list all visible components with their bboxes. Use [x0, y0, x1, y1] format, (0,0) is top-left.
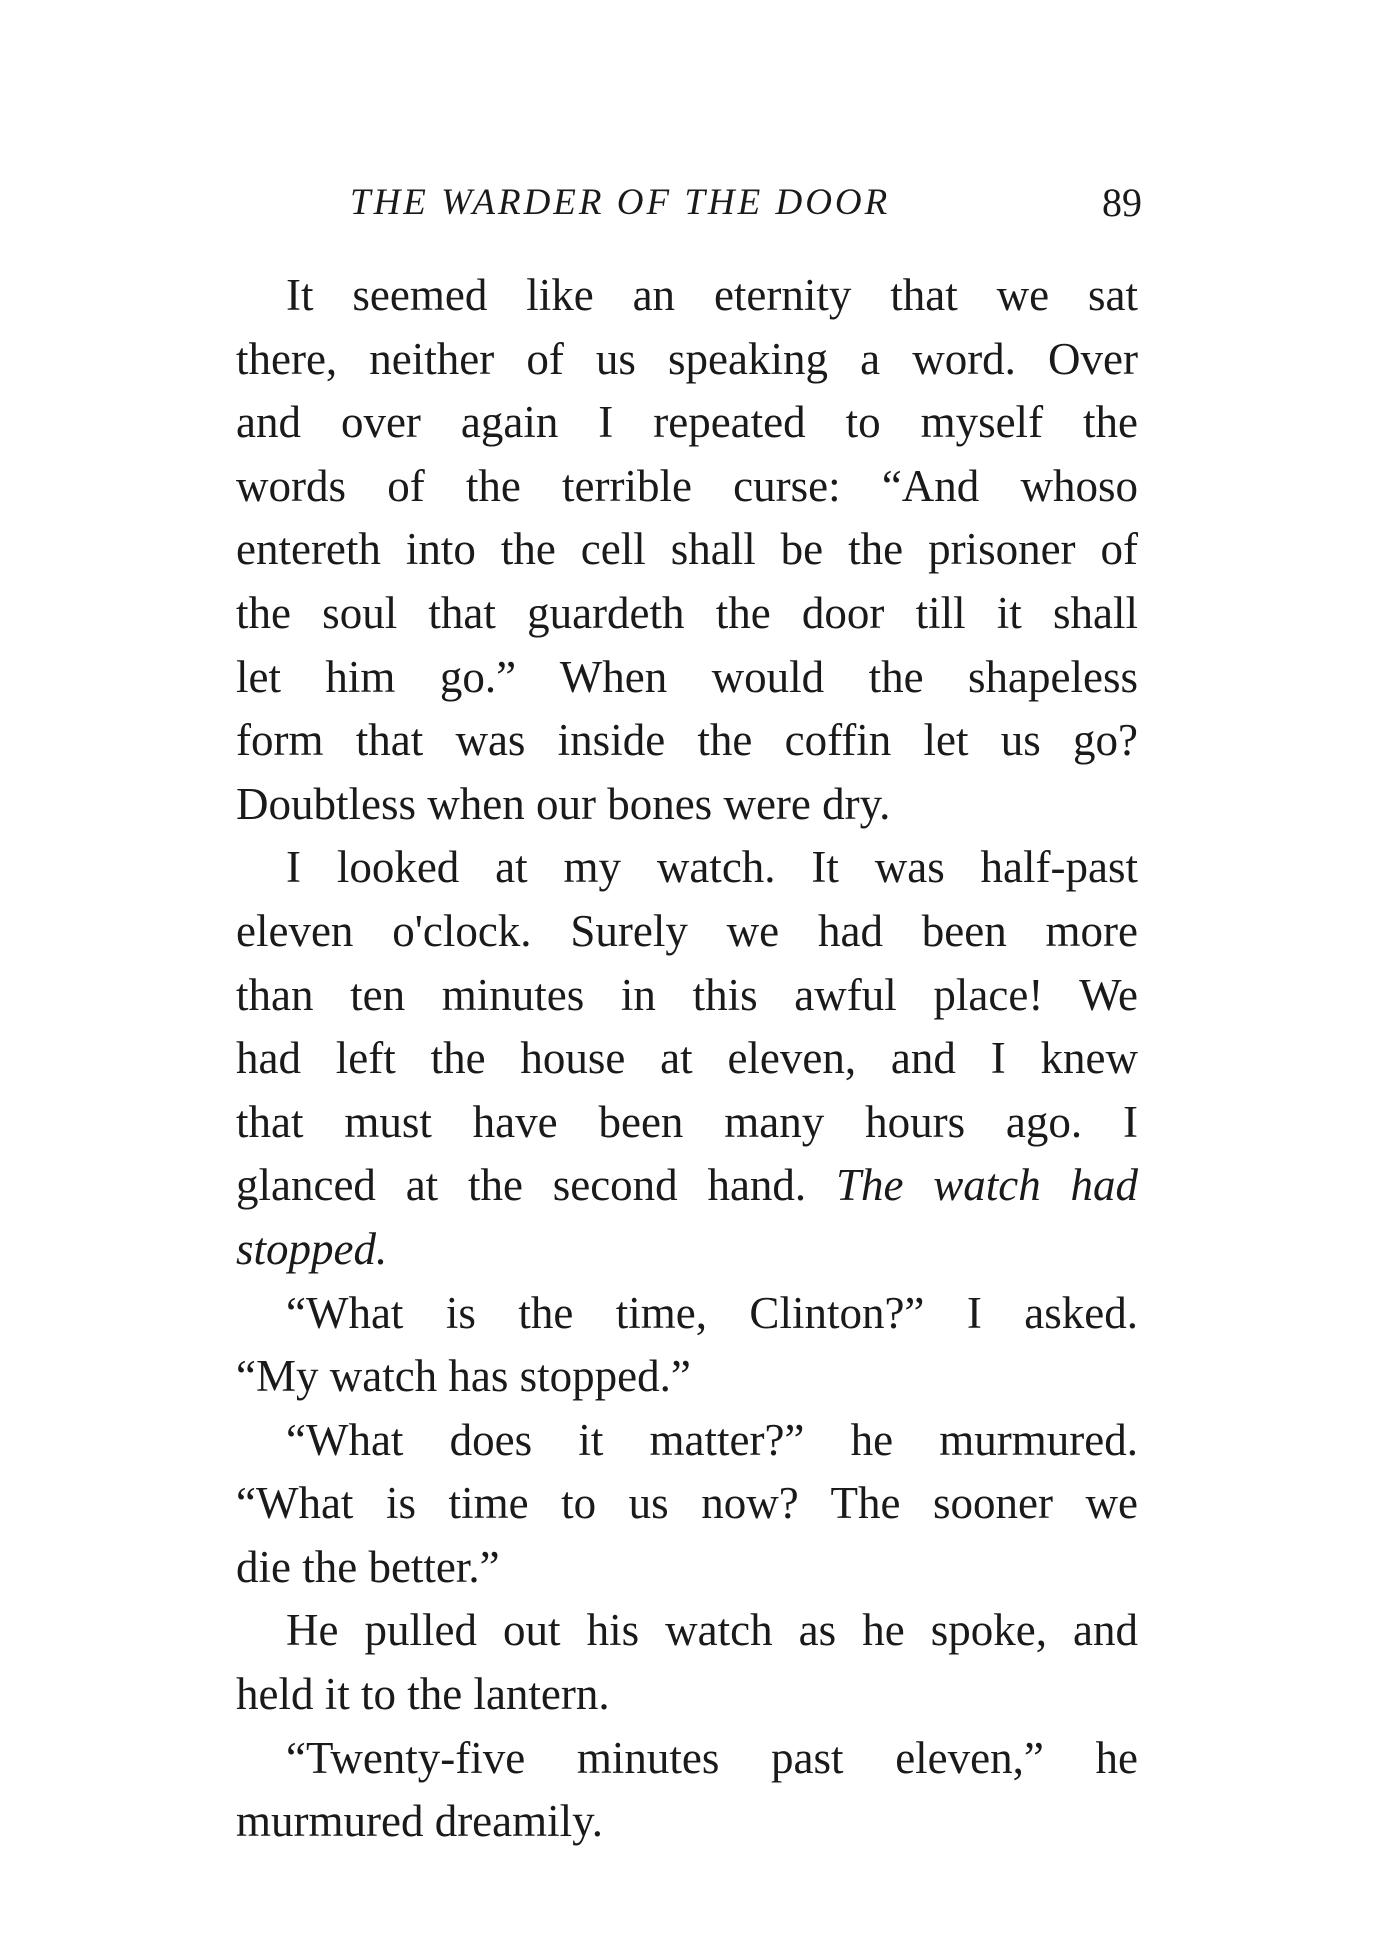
text-line: and over again I repeated to myself the: [236, 397, 1138, 448]
text-line: “My watch has stopped.”: [236, 1351, 691, 1402]
text-line: Doubtless when our bones were dry.: [236, 778, 891, 829]
text-line: than ten minutes in this awful place! We: [236, 969, 1138, 1020]
text-line: words of the terrible curse: “And whoso: [236, 460, 1138, 511]
text-line: entereth into the cell shall be the prisoner of: [236, 524, 1138, 575]
text-line: that must have been many hours ago. I: [236, 1096, 1138, 1147]
text-line: It seemed like an eternity that we sat: [286, 270, 1138, 320]
text-line: form that was inside the coffin let us go?: [236, 715, 1138, 766]
paragraph: [186, 836, 1138, 1281]
text-line: He pulled out his watch as he spoke, and: [286, 1605, 1138, 1656]
text-line: had left the house at eleven, and I knew: [236, 1033, 1138, 1084]
text-line-plain: glanced at the second hand.: [236, 1160, 807, 1211]
text-line: I looked at my watch. It was half-past: [286, 842, 1138, 893]
text-line: “Twenty-five minutes past eleven,” he: [286, 1732, 1138, 1783]
text-line: die the better.”: [236, 1541, 500, 1592]
paragraph: [186, 1282, 1138, 1409]
running-title: THE WARDER OF THE DOOR: [350, 182, 891, 223]
text-line: “What does it matter?” he murmured.: [286, 1414, 1138, 1465]
italic-phrase: stopped.: [236, 1223, 388, 1274]
text-line: [186, 1154, 1138, 1218]
text-line: murmured dreamily.: [236, 1796, 603, 1847]
paragraph: [186, 1409, 1138, 1600]
page-number: 89: [1102, 180, 1142, 225]
text-line: eleven o'clock. Surely we had been more: [236, 905, 1138, 956]
running-head: [330, 176, 1142, 230]
text-line: let him go.” When would the shapeless: [236, 651, 1138, 702]
paragraph: [186, 1599, 1138, 1726]
text-line: [186, 1218, 1138, 1282]
text-line: there, neither of us speaking a word. Over: [236, 333, 1138, 384]
text-line: held it to the lantern.: [236, 1669, 610, 1720]
text-line: “What is time to us now? The sooner we: [236, 1478, 1138, 1529]
paragraph: [186, 1727, 1138, 1854]
body-text: [186, 264, 1138, 1854]
text-line: “What is the time, Clinton?” I asked.: [286, 1287, 1138, 1338]
italic-phrase: The watch had: [835, 1160, 1138, 1211]
text-line: the soul that guardeth the door till it shall: [236, 587, 1138, 638]
paragraph: [186, 264, 1138, 836]
